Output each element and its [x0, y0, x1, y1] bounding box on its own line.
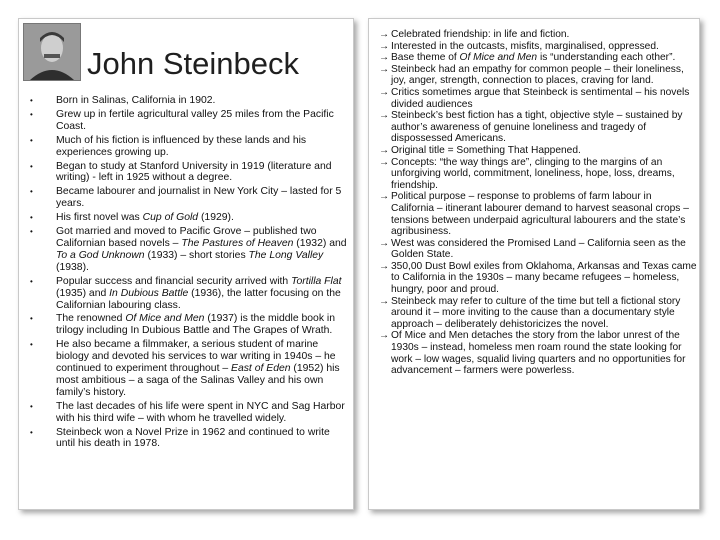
- bullet-dot-icon: •: [30, 227, 33, 237]
- bullet-item: [29, 427, 347, 451]
- bullet-dot-icon: •: [30, 161, 33, 171]
- italic-title-text: In Dubious Battle: [109, 287, 189, 299]
- arrow-right-icon: →: [379, 295, 390, 307]
- text-run: (1936), the latter focusing on the Californian labouring class.: [56, 287, 341, 311]
- bullet-item: [29, 186, 347, 210]
- text-run: is “understanding each other”.: [537, 52, 676, 64]
- text-run: His first novel was: [56, 212, 143, 224]
- text-run: Steinbeck may refer to culture of the time but tell a fictional story around it – more inviting to the cause than a documentary style approach – deliberately dehistoricizes the novel.: [391, 295, 681, 330]
- bullet-item: [29, 339, 347, 399]
- text-run: West was considered the Promised Land – California seen as the Golden State.: [391, 237, 686, 261]
- note-item: [375, 110, 697, 145]
- arrow-right-icon: →: [379, 40, 390, 52]
- text-run: Critics sometimes argue that Steinbeck is sentimental – his novels divided audiences: [391, 86, 690, 110]
- bullet-dot-icon: •: [30, 314, 33, 324]
- text-run: He also became a filmmaker, a serious student of marine biology and devoted his services to war writing in 1940s – he continued to experiment throughout –: [56, 339, 336, 375]
- text-run: 350,00 Dust Bowl exiles from Oklahoma, Arkansas and Texas came to California in the 1930s – many became refugees – homeless, hungry, poor and proud.: [391, 260, 697, 296]
- text-run: Steinbeck had an empathy for common people – their loneliness, joy, anger, strength, connection to places, craving for land.: [391, 63, 684, 87]
- bullet-item: [29, 95, 347, 107]
- text-run: Original title = Something That Happened.: [391, 144, 581, 156]
- arrow-right-icon: →: [379, 86, 390, 98]
- text-run: (1937) is the middle book in trilogy including In Dubious Battle and The Grapes of Wrath.: [56, 313, 335, 337]
- text-run: Political purpose – response to problems of farm labour in California – itinerant labourer demand to harvest seasonal crops – tensions between underpaid agricultural labourers and the state’s agribusiness.: [391, 191, 689, 238]
- arrow-right-icon: →: [379, 63, 390, 75]
- text-run: The last decades of his life were spent in NYC and Sag Harbor with his third wife – with whom he travelled widely.: [56, 400, 345, 424]
- note-item: [375, 52, 697, 64]
- bullet-dot-icon: •: [30, 427, 33, 437]
- arrow-right-icon: →: [379, 110, 390, 122]
- text-run: Steinbeck’s best fiction has a tight, objective style – sustained by author’s awareness of genuine loneliness and tragedy of dispossessed Americans.: [391, 110, 683, 145]
- arrow-right-icon: →: [379, 52, 390, 64]
- arrow-right-icon: →: [379, 191, 390, 203]
- text-run: Celebrated friendship: in life and fiction.: [391, 29, 570, 40]
- arrow-right-icon: →: [379, 237, 390, 249]
- text-run: Of Mice and Men detaches the story from the labor unrest of the 1930s – instead, homeless men roam round the state looking for work – low wages, squalid living quarters and no opportunities for advancement – farmers were powerless.: [391, 330, 686, 377]
- bullet-dot-icon: •: [30, 96, 33, 105]
- themes-panel: [368, 18, 700, 510]
- text-run: Interested in the outcasts, misfits, marginalised, oppressed.: [391, 40, 659, 52]
- note-item: [375, 191, 697, 237]
- note-item: [375, 296, 697, 331]
- italic-title-text: East of Eden: [231, 363, 291, 375]
- note-item: [375, 87, 697, 110]
- bullet-item: [29, 212, 347, 224]
- biography-panel: [18, 18, 354, 510]
- bullet-dot-icon: •: [30, 213, 33, 223]
- bullet-item: [29, 226, 347, 274]
- text-run: (1935) and: [56, 287, 110, 299]
- note-item: [375, 261, 697, 296]
- text-run: (1933) – short stories: [144, 249, 249, 261]
- note-item: [375, 41, 697, 53]
- page-title: John Steinbeck: [87, 46, 299, 81]
- bullet-dot-icon: •: [30, 276, 33, 286]
- bullet-dot-icon: •: [30, 187, 33, 197]
- italic-title-text: Tortilla Flat: [291, 275, 342, 287]
- bullet-dot-icon: •: [30, 109, 33, 119]
- text-run: Born in Salinas, California in 1902.: [56, 95, 216, 106]
- text-run: Got married and moved to Pacific Grove – published two Californian based novels –: [56, 226, 317, 249]
- text-run: (1952) his most ambitious – a saga of the Salinas Valley and his own family’s history.: [56, 363, 340, 398]
- arrow-right-icon: →: [379, 144, 390, 156]
- text-run: Began to study at Stanford University in 1919 (literature and writing) - left in 1925 without a degree.: [56, 160, 332, 184]
- text-run: (1929).: [198, 212, 234, 224]
- text-run: Concepts: “the way things are”, clinging to the margins of an unforgiving world, commitment, loneliness, hope, loss, dreams, friendship.: [391, 156, 675, 191]
- text-run: Base theme of: [391, 52, 460, 64]
- bullet-item: [29, 276, 347, 312]
- text-run: Became labourer and journalist in New York City – lasted for 5 years.: [56, 186, 342, 210]
- author-portrait-image: [23, 23, 81, 81]
- arrow-right-icon: →: [379, 156, 390, 168]
- italic-title-text: The Long Valley: [248, 249, 324, 261]
- note-item: [375, 330, 697, 376]
- note-item: [375, 64, 697, 87]
- text-run: Much of his fiction is influenced by these lands and his experiences growing up.: [56, 134, 307, 158]
- italic-title-text: Of Mice and Men: [459, 52, 538, 64]
- note-item: [375, 238, 697, 261]
- text-run: Steinbeck won a Novel Prize in 1962 and continued to write until his death in 1978.: [56, 426, 330, 450]
- arrow-right-icon: →: [379, 260, 390, 272]
- note-item: [375, 157, 697, 192]
- bullet-dot-icon: •: [30, 135, 33, 145]
- italic-title-text: To a God Unknown: [56, 249, 145, 261]
- italic-title-text: Of Mice and Men: [125, 313, 205, 325]
- text-run: (1932) and: [293, 237, 347, 249]
- text-run: The renowned: [56, 313, 126, 325]
- bullet-item: [29, 313, 347, 337]
- bullet-item: [29, 109, 347, 133]
- italic-title-text: Cup of Gold: [142, 212, 199, 224]
- biography-bullet-list: [29, 95, 347, 452]
- bullet-item: [29, 135, 347, 159]
- text-run: Popular success and financial security arrived with: [56, 275, 292, 287]
- text-run: (1938).: [56, 261, 89, 273]
- note-item: [375, 29, 697, 41]
- bullet-dot-icon: •: [30, 401, 33, 411]
- text-run: Grew up in fertile agricultural valley 25 miles from the Pacific Coast.: [56, 108, 334, 132]
- italic-title-text: The Pastures of Heaven: [181, 237, 294, 249]
- arrow-right-icon: →: [379, 330, 390, 342]
- note-item: [375, 145, 697, 157]
- bullet-item: [29, 401, 347, 425]
- bullet-item: [29, 161, 347, 185]
- arrow-right-icon: →: [379, 29, 390, 40]
- themes-notes-list: [375, 29, 697, 377]
- bullet-dot-icon: •: [30, 340, 33, 350]
